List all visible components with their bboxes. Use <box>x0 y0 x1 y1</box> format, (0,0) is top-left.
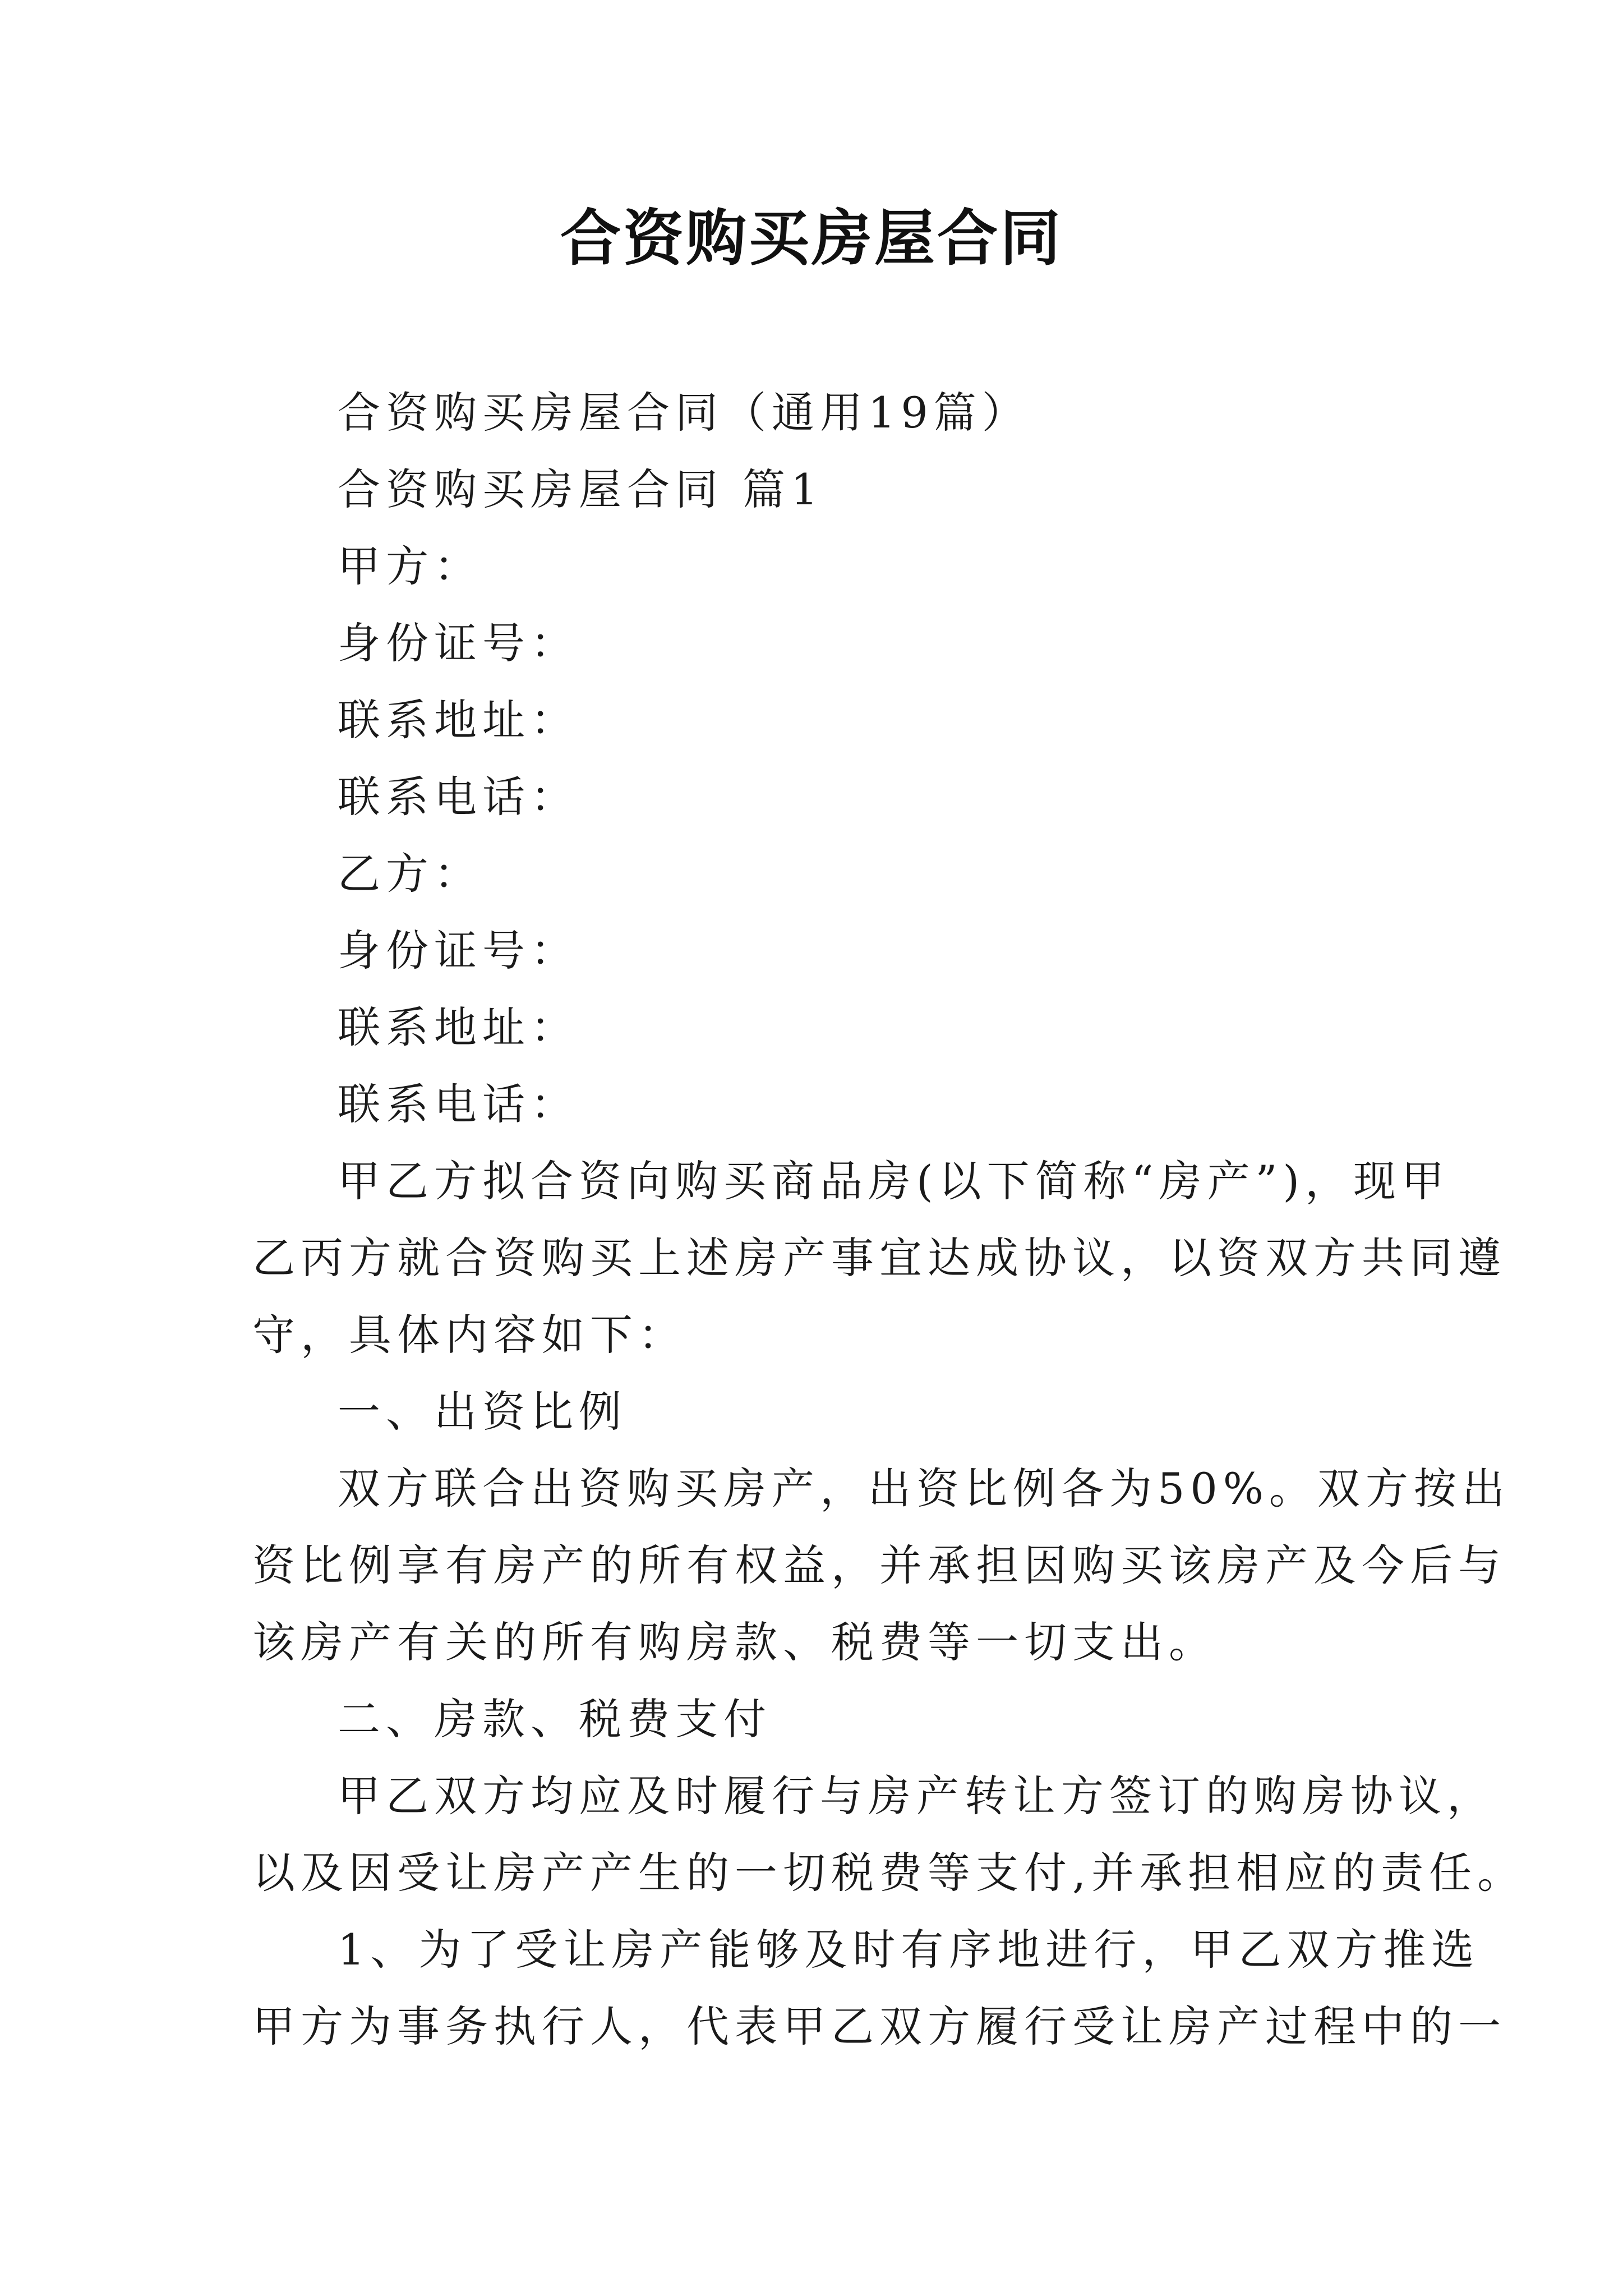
section-heading-line: 合资购买房屋合同 篇1 <box>338 464 824 514</box>
party-b-address-label: 联系地址： <box>338 1002 579 1052</box>
paragraph-line: 双方联合出资购买房产，出资比例各为50%。双方按出 <box>338 1464 1510 1513</box>
document-body <box>252 374 1526 2065</box>
paragraph-line: 守，具体内容如下： <box>252 1310 686 1360</box>
party-a-id-label: 身份证号： <box>338 618 579 668</box>
party-a-phone-label: 联系电话： <box>338 772 579 822</box>
paragraph-line: 1、为了受让房产能够及时有序地进行，甲乙双方推选 <box>338 1925 1480 1975</box>
party-b-id-label: 身份证号： <box>338 926 579 976</box>
party-b-label: 乙方： <box>338 849 482 899</box>
paragraph-line: 该房产有关的所有购房款、税费等一切支出。 <box>252 1617 1217 1667</box>
paragraph-line: 甲乙方拟合资向购买商品房(以下简称“房产”)，现甲 <box>338 1156 1450 1206</box>
paragraph-line: 以及因受让房产产生的一切税费等支付,并承担相应的责任。 <box>252 1848 1526 1898</box>
paragraph-line: 资比例享有房产的所有权益，并承担因购买该房产及今后与 <box>252 1540 1506 1590</box>
party-a-label: 甲方： <box>338 541 482 591</box>
paragraph-line: 甲方为事务执行人，代表甲乙双方履行受让房产过程中的一 <box>252 2001 1506 2051</box>
clause-heading: 二、房款、税费支付 <box>338 1694 772 1744</box>
paragraph-line: 甲乙双方均应及时履行与房产转让方签订的购房协议， <box>338 1771 1495 1821</box>
party-a-address-label: 联系地址： <box>338 695 579 745</box>
clause-heading: 一、出资比例 <box>338 1387 627 1437</box>
party-b-phone-label: 联系电话： <box>338 1079 579 1129</box>
paragraph-line: 乙丙方就合资购买上述房产事宜达成协议，以资双方共同遵 <box>252 1233 1506 1283</box>
subtitle-line: 合资购买房屋合同（通用19篇） <box>338 388 1030 438</box>
document-title: 合资购买房屋合同 <box>560 203 1063 274</box>
